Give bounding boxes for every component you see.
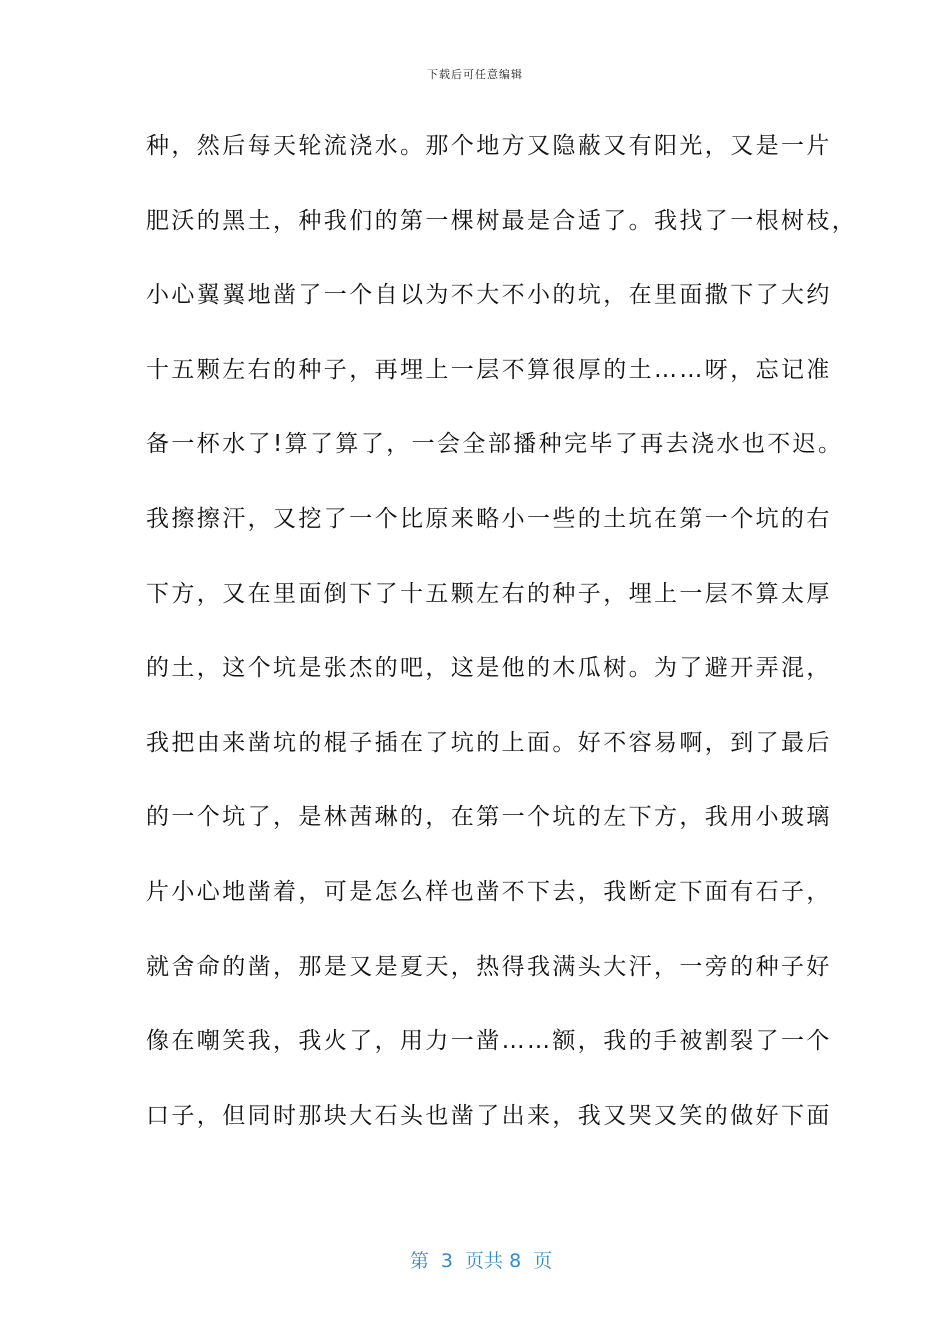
text-line: 我擦擦汗，又挖了一个比原来略小一些的土坑在第一个坑的右 (146, 505, 832, 532)
text-line: 种，然后每天轮流浇水。那个地方又隐蔽又有阳光，又是一片 (146, 133, 832, 159)
text-line: 下方，又在里面倒下了十五颗左右的种子，埋上一层不算太厚 (146, 580, 832, 607)
page-number: 第 3 页共 8 页 (409, 1250, 553, 1272)
text-line: 肥沃的黑土，种我们的第一棵树最是合适了。我找了一根树枝， (146, 207, 858, 234)
text-line: 像在嘲笑我，我火了，用力一凿……额，我的手被割裂了一个 (146, 1028, 832, 1055)
text-line: 的土，这个坑是张杰的吧，这是他的木瓜树。为了避开弄混， (146, 655, 832, 682)
text-line: 备一杯水了!算了算了，一会全部播种完毕了再去浇水也不迟。 (146, 431, 844, 458)
text-line: 就舍命的凿，那是又是夏天，热得我满头大汗，一旁的种子好 (146, 953, 832, 980)
text-line: 我把由来凿坑的棍子插在了坑的上面。好不容易啊，到了最后 (146, 729, 832, 756)
page-header: 下载后可任意编辑 (427, 68, 523, 81)
body-text (146, 121, 858, 1165)
text-line: 口子，但同时那块大石头也凿了出来，我又哭又笑的做好下面 (146, 1102, 832, 1129)
text-line: 片小心地凿着，可是怎么样也凿不下去，我断定下面有石子， (146, 878, 832, 905)
text-line: 的一个坑了，是林茜琳的，在第一个坑的左下方，我用小玻璃 (146, 804, 832, 831)
page-footer (0, 1224, 950, 1273)
text-line: 十五颗左右的种子，再埋上一层不算很厚的土……呀，忘记准 (146, 356, 832, 383)
text-line: 小心翼翼地凿了一个自以为不大不小的坑，在里面撒下了大约 (146, 282, 832, 309)
